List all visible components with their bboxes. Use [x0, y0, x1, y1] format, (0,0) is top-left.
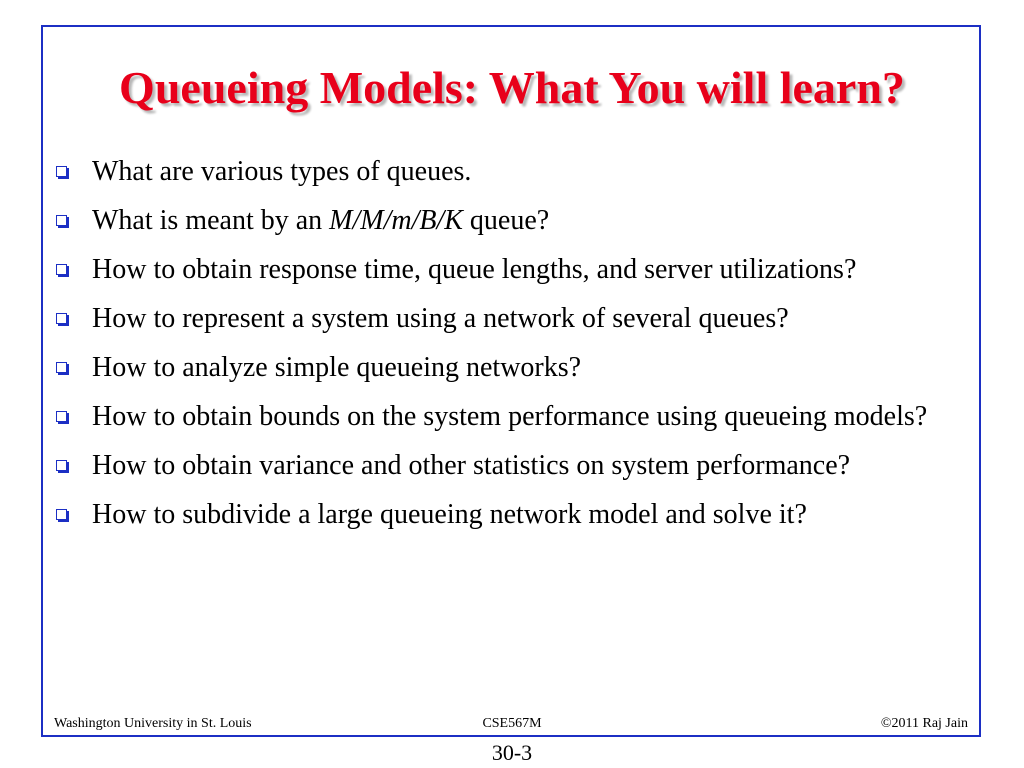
list-item — [52, 299, 972, 339]
bullet-text: How to subdivide a large queueing network model and solve it? — [92, 499, 807, 530]
list-item — [52, 446, 972, 486]
list-item — [52, 152, 972, 192]
bullet-text: How to represent a system using a network of several queues? — [92, 303, 789, 334]
bullet-list — [52, 152, 972, 544]
square-bullet-icon — [56, 313, 67, 324]
bullet-text: How to obtain response time, queue lengths, and server utilizations? — [92, 254, 857, 285]
square-bullet-icon — [56, 264, 67, 275]
list-item — [52, 397, 972, 437]
square-bullet-icon — [56, 362, 67, 373]
square-bullet-icon — [56, 166, 67, 177]
footer-copyright: ©2011 Raj Jain — [880, 716, 968, 731]
list-item — [52, 348, 972, 388]
square-bullet-icon — [56, 509, 67, 520]
square-bullet-icon — [56, 215, 67, 226]
bullet-text: How to obtain variance and other statistics on system performance? — [92, 450, 851, 481]
page-number: 30-3 — [491, 740, 533, 765]
bullet-text: How to analyze simple queueing networks? — [92, 352, 582, 383]
square-bullet-icon — [56, 460, 67, 471]
slide-title: Queueing Models: What You will learn? — [119, 62, 905, 113]
bullet-text: What are various types of queues. — [92, 156, 472, 187]
bullet-text: What is meant by an M/M/m/B/K queue? — [92, 205, 550, 236]
footer-course: CSE567M — [482, 716, 542, 731]
list-item — [52, 201, 972, 241]
queue-notation: M/M/m/B/K — [329, 205, 463, 236]
list-item — [52, 250, 972, 290]
footer-institution: Washington University in St. Louis — [54, 716, 252, 731]
list-item — [52, 495, 972, 535]
square-bullet-icon — [56, 411, 67, 422]
bullet-text: How to obtain bounds on the system performance using queueing models? — [92, 401, 928, 432]
